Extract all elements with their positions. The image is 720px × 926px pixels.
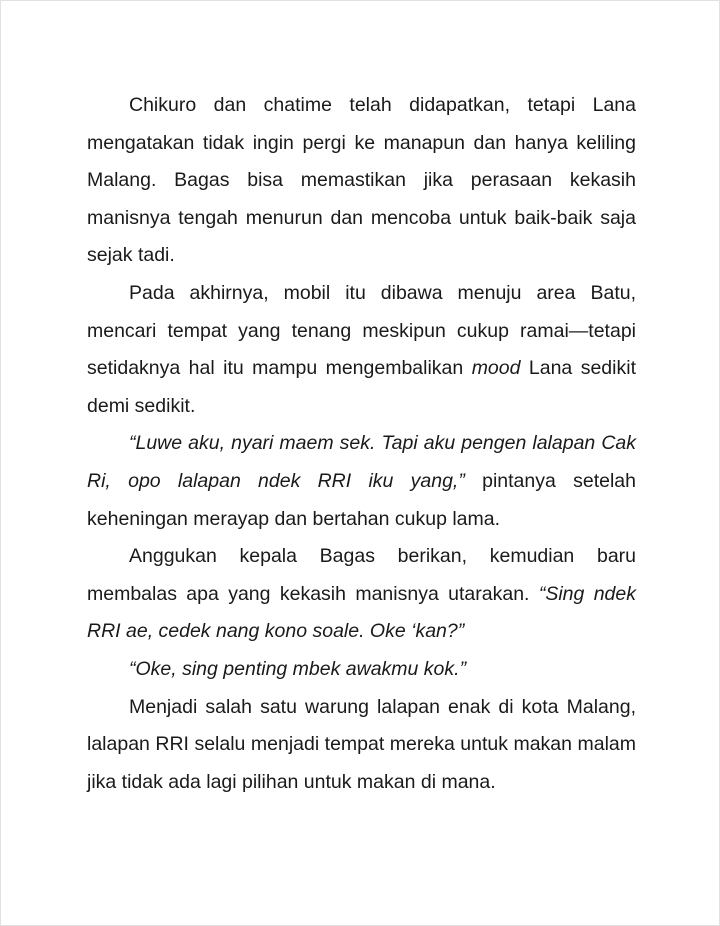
paragraph-1 [87,87,636,275]
paragraph-3-dialogue: “Luwe aku, nyari maem sek. Tapi aku pengen lalapan Cak Ri, opo lalapan ndek RRI iku yang,” [87,432,636,492]
paragraph-2-text-end: Lana sedikit demi sedikit. [87,357,636,417]
paragraph-2 [87,275,636,425]
paragraph-6 [87,689,636,802]
paragraph-4 [87,538,636,651]
paragraph-6-text: Menjadi salah satu warung lalapan enak di kota Malang, lalapan RRI selalu menjadi tempat mereka untuk makan malam jika tidak ada lagi pilihan untuk makan di mana. [87,695,636,793]
paragraph-1-text: Chikuro dan chatime telah didapatkan, tetapi Lana mengatakan tidak ingin pergi ke manapun dan hanya keliling Malang. Bagas bisa memastikan jika perasaan kekasih manisnya tengah menurun dan mencoba untuk baik-baik saja sejak tadi. [87,94,636,267]
story-text [87,87,636,801]
paragraph-3-narration: pintanya setelah keheningan merayap dan bertahan cukup lama. [87,469,636,530]
paragraph-2-text-start: Pada akhirnya, mobil itu dibawa menuju area Batu, mencari tempat yang tenang meskipun cukup ramai—tetapi setidaknya hal itu mampu mengembalikan [87,281,636,380]
paragraph-4-narration: Anggukan kepala Bagas berikan, kemudian baru membalas apa yang kekasih manisnya utarakan. [87,545,636,605]
paragraph-5 [87,651,636,689]
paragraph-3 [87,425,636,538]
paragraph-5-dialogue: “Oke, sing penting mbek awakmu kok.” [129,657,467,680]
paragraph-2-italic-word: mood [471,357,521,380]
paragraph-4-dialogue: “Sing ndek RRI ae, cedek nang kono soale. Oke ‘kan?” [87,582,636,643]
